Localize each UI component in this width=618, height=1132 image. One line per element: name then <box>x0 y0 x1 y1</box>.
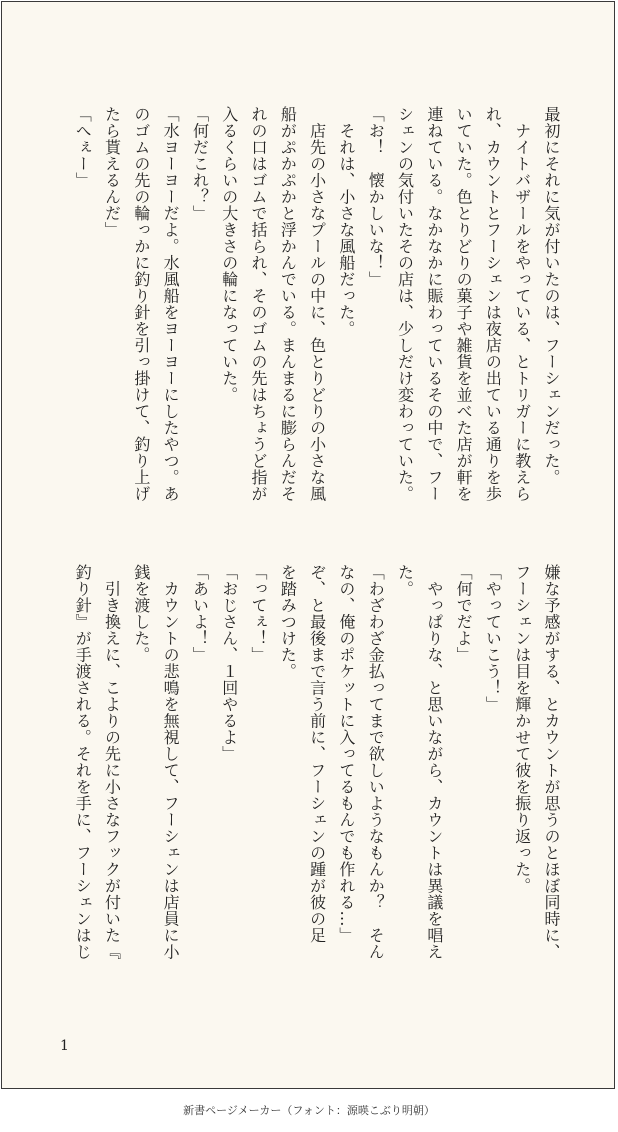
book-page <box>1 1 615 1089</box>
lower-text-block: 嫌な予感がする、とカウントが思うのとほぼ同時に、 フーシェンは目を輝かせて彼を振り返った。 「やっていこう！」 「何でだよ」 やっぱりな、と思いながら、カウントは異議を唱え た。 「わざわざ金払ってまで欲しいようなもんか？ そん なの、俺のポケットに入ってるもんでも作れる…」 ぞ、と最後まで言う前に、フーシェンの踵が彼の足 を踏みつけた。 「ってぇ！」 「おじさん、１回やるよ」 「あいよ！」 カウントの悲鳴を無視して、フーシェンは店員に小 銭を渡した。 引き換えに、こよりの先に小さなフックが付いた『 釣り針』が手渡される。それを手に、フーシェンはじ <box>73 564 561 960</box>
footer-credit: 新書ページメーカー（フォント：源暎こぶり明朝） <box>183 1104 435 1117</box>
upper-text-block: 最初にそれに気が付いたのは、フーシェンだった。 ナイトバザールをやっている、とトリガーに教えら れ、カウントとフーシェンは夜店の出ている通りを歩 いていた。色とりどりの菓子や雑貨を並べた店が軒を 連ねている。なかなかに賑わっているその中で、フー シェンの気付いたその店は、少しだけ変わっていた。 「お！ 懐かしいな！」 それは、小さな風船だった。 店先の小さなプールの中に、色とりどりの小さな風 船がぷかぷかと浮かんでいる。まんまるに膨らんだそ れの口はゴムで括られ、そのゴムの先はちょうど指が 入るくらいの大きさの輪になっていた。 「何だこれ？」 「水ヨーヨーだよ。水風船をヨーヨーにしたやつ。あ のゴムの先の輪っかに釣り針を引っ掛けて、釣り上げ たら貰えるんだ」 「へぇー」 <box>73 106 561 502</box>
page-number: 1 <box>60 1038 69 1054</box>
